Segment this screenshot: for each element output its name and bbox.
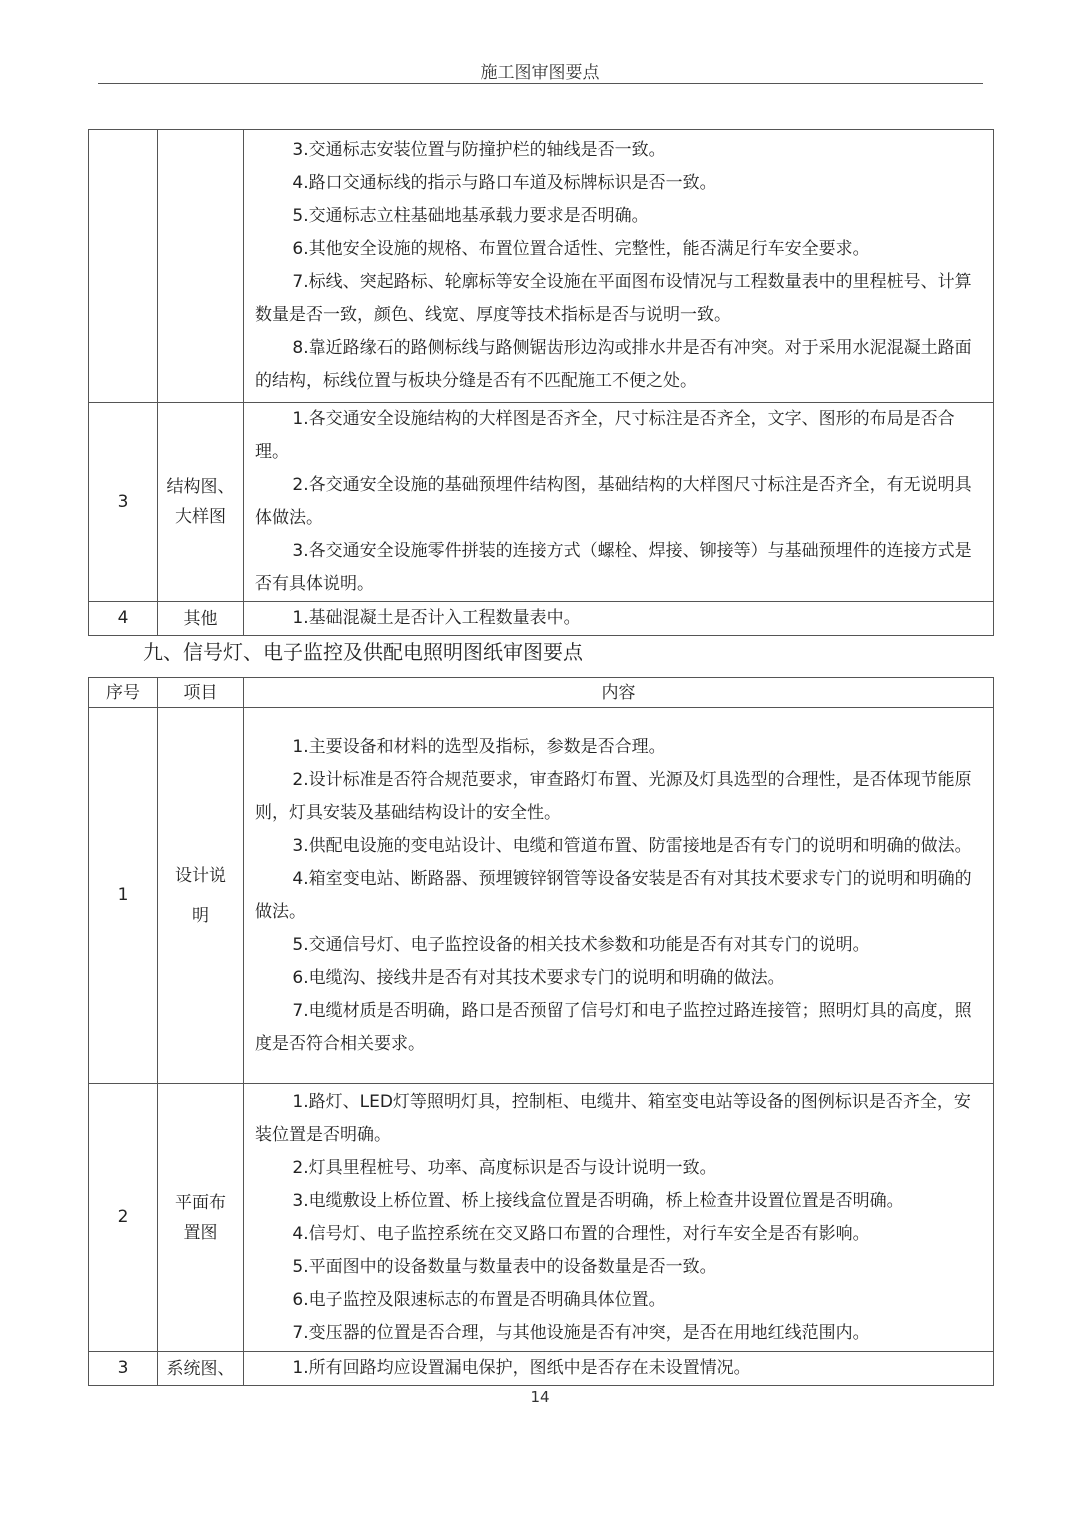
content-paragraph: 6.其他安全设施的规格、布置位置合适性、完整性，能否满足行车安全要求。 bbox=[292, 239, 870, 259]
content-paragraph: 1.各交通安全设施结构的大样图是否齐全，尺寸标注是否齐全，文字、图形的布局是否合理。 bbox=[255, 409, 955, 462]
page-header-title: 施工图审图要点 bbox=[480, 63, 600, 83]
table-row bbox=[89, 602, 994, 636]
content-paragraph: 2.灯具里程桩号、功率、高度标识是否与设计说明一致。 bbox=[292, 1157, 717, 1178]
content-paragraph: 3.各交通安全设施零件拼装的连接方式（螺栓、焊接、铆接等）与基础预埋件的连接方式是否有具体说明。 bbox=[255, 541, 972, 594]
row-content bbox=[244, 403, 994, 602]
traffic-safety-table bbox=[88, 129, 994, 636]
row-content bbox=[244, 1084, 994, 1352]
table-row bbox=[89, 403, 994, 602]
content-paragraph: 4.信号灯、电子监控系统在交叉路口布置的合理性，对行车安全是否有影响。 bbox=[292, 1223, 870, 1244]
content-paragraph: 7.标线、突起路标、轮廓标等安全设施在平面图布设情况与工程数量表中的里程桩号、计算数量是否一致，颜色、线宽、厚度等技术指标是否与说明一致。 bbox=[255, 272, 972, 325]
content-paragraph: 7.变压器的位置是否合理，与其他设施是否有冲突，是否在用地红线范围内。 bbox=[292, 1322, 870, 1343]
content-paragraph: 6.电子监控及限速标志的布置是否明确具体位置。 bbox=[292, 1289, 666, 1310]
content-paragraph: 4.箱室变电站、断路器、预埋镀锌钢管等设备安装是否有对其技术要求专门的说明和明确的做法。 bbox=[255, 868, 972, 922]
row-content bbox=[244, 130, 994, 403]
section-title: 九、信号灯、电子监控及供配电照明图纸审图要点 bbox=[143, 640, 583, 664]
row-content bbox=[244, 602, 994, 636]
content-paragraph: 6.电缆沟、接线井是否有对其技术要求专门的说明和明确的做法。 bbox=[292, 967, 785, 988]
table-row bbox=[89, 1084, 994, 1352]
row-item bbox=[158, 130, 244, 403]
table-header-row bbox=[89, 678, 994, 708]
header-num: 序号 bbox=[89, 678, 158, 708]
row-number: 2 bbox=[89, 1084, 158, 1352]
content-paragraph: 2.设计标准是否符合规范要求，审查路灯布置、光源及灯具选型的合理性，是否体现节能原则，灯具安装及基础结构设计的安全性。 bbox=[255, 769, 972, 823]
row-item: 平面布置图 bbox=[158, 1084, 244, 1352]
content-paragraph: 1.基础混凝土是否计入工程数量表中。 bbox=[292, 608, 581, 628]
content-paragraph: 5.交通标志立柱基础地基承载力要求是否明确。 bbox=[292, 206, 649, 226]
row-number: 1 bbox=[89, 708, 158, 1084]
row-number: 3 bbox=[89, 403, 158, 602]
content-paragraph: 7.电缆材质是否明确，路口是否预留了信号灯和电子监控过路连接管；照明灯具的高度，照度是否符合相关要求。 bbox=[255, 1000, 972, 1054]
content-paragraph: 5.平面图中的设备数量与数量表中的设备数量是否一致。 bbox=[292, 1256, 717, 1277]
content-paragraph: 2.各交通安全设施的基础预埋件结构图，基础结构的大样图尺寸标注是否齐全，有无说明具体做法。 bbox=[255, 475, 972, 528]
row-item: 其他 bbox=[158, 602, 244, 636]
row-content bbox=[244, 1352, 994, 1386]
table-row bbox=[89, 708, 994, 1084]
row-item: 设计说明 bbox=[158, 708, 244, 1084]
header-item: 项目 bbox=[158, 678, 244, 708]
content-paragraph: 3.电缆敷设上桥位置、桥上接线盒位置是否明确，桥上检查井设置位置是否明确。 bbox=[292, 1190, 904, 1211]
row-number: 3 bbox=[89, 1352, 158, 1386]
content-paragraph: 1.主要设备和材料的选型及指标，参数是否合理。 bbox=[292, 736, 666, 757]
row-number: 4 bbox=[89, 602, 158, 636]
row-item: 结构图、大样图 bbox=[158, 403, 244, 602]
page-number: 14 bbox=[530, 1388, 550, 1406]
header-content: 内容 bbox=[244, 678, 994, 708]
table-row bbox=[89, 130, 994, 403]
content-paragraph: 4.路口交通标线的指示与路口车道及标牌标识是否一致。 bbox=[292, 173, 717, 193]
row-content bbox=[244, 708, 994, 1084]
content-paragraph: 1.所有回路均应设置漏电保护，图纸中是否存在未设置情况。 bbox=[292, 1358, 751, 1378]
table-row bbox=[89, 1352, 994, 1386]
content-paragraph: 3.供配电设施的变电站设计、电缆和管道布置、防雷接地是否有专门的说明和明确的做法。 bbox=[292, 835, 972, 856]
header-divider bbox=[98, 83, 983, 84]
content-paragraph: 1.路灯、LED灯等照明灯具，控制柜、电缆井、箱室变电站等设备的图例标识是否齐全，安装位置是否明确。 bbox=[255, 1091, 971, 1145]
content-paragraph: 8.靠近路缘石的路侧标线与路侧锯齿形边沟或排水井是否有冲突。对于采用水泥混凝土路面的结构，标线位置与板块分缝是否有不匹配施工不便之处。 bbox=[255, 338, 972, 391]
content-paragraph: 5.交通信号灯、电子监控设备的相关技术参数和功能是否有对其专门的说明。 bbox=[292, 934, 870, 955]
row-number bbox=[89, 130, 158, 403]
row-item: 系统图、 bbox=[158, 1352, 244, 1386]
signal-lighting-table bbox=[88, 677, 994, 1386]
content-paragraph: 3.交通标志安装位置与防撞护栏的轴线是否一致。 bbox=[292, 140, 666, 160]
